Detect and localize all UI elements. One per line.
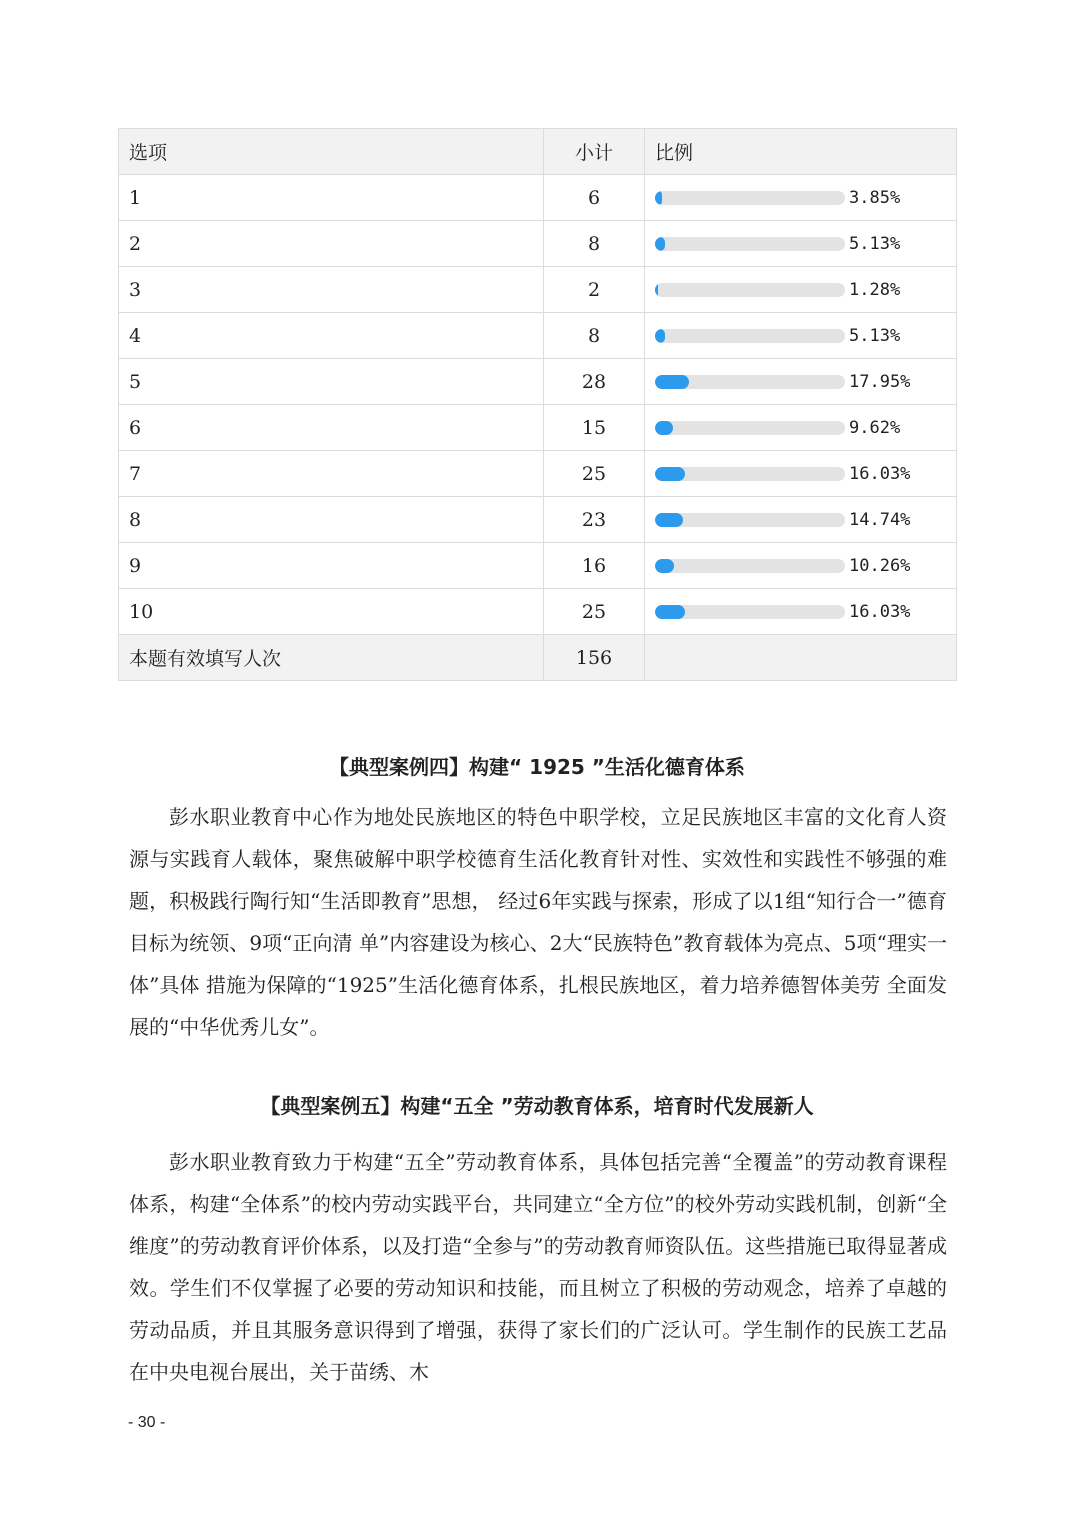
row-ratio <box>645 359 957 405</box>
row-count: 28 <box>544 359 645 405</box>
total-value: 156 <box>544 635 645 681</box>
table-row <box>119 267 957 313</box>
row-ratio <box>645 589 957 635</box>
table-row <box>119 175 957 221</box>
table-row <box>119 543 957 589</box>
ratio-label: 3.85% <box>849 187 901 208</box>
ratio-bar-track <box>655 375 845 389</box>
ratio-bar-fill <box>655 513 683 527</box>
row-count: 8 <box>544 221 645 267</box>
table-body <box>119 175 957 635</box>
ratio-bar-fill <box>655 605 685 619</box>
ratio-bar-fill <box>655 421 673 435</box>
row-option: 9 <box>119 543 544 589</box>
total-empty-cell <box>645 635 957 681</box>
row-option: 8 <box>119 497 544 543</box>
ratio-label: 17.95% <box>849 371 911 392</box>
row-count: 25 <box>544 451 645 497</box>
row-option: 2 <box>119 221 544 267</box>
ratio-bar-track <box>655 329 845 343</box>
row-ratio <box>645 405 957 451</box>
row-ratio <box>645 451 957 497</box>
row-option: 1 <box>119 175 544 221</box>
ratio-bar-fill <box>655 191 662 205</box>
ratio-label: 16.03% <box>849 601 911 622</box>
ratio-bar-wrap <box>655 326 946 346</box>
ratio-bar-wrap <box>655 602 946 622</box>
page-number: - 30 - <box>128 1414 166 1431</box>
ratio-bar-track <box>655 237 845 251</box>
ratio-bar-wrap <box>655 418 946 438</box>
table-header-row <box>119 129 957 175</box>
ratio-bar-wrap <box>655 510 946 530</box>
ratio-bar-fill <box>655 467 685 481</box>
row-ratio <box>645 497 957 543</box>
ratio-bar-track <box>655 191 845 205</box>
table-row <box>119 497 957 543</box>
row-option: 10 <box>119 589 544 635</box>
row-ratio <box>645 175 957 221</box>
ratio-bar-wrap <box>655 234 946 254</box>
row-ratio <box>645 543 957 589</box>
ratio-bar-track <box>655 283 845 297</box>
row-count: 16 <box>544 543 645 589</box>
ratio-bar-track <box>655 605 845 619</box>
table-row <box>119 313 957 359</box>
ratio-bar-fill <box>655 329 665 343</box>
header-option: 选项 <box>119 129 544 175</box>
total-label: 本题有效填写人次 <box>119 635 544 681</box>
total-row <box>119 635 957 681</box>
table-row <box>119 589 957 635</box>
table-row <box>119 221 957 267</box>
ratio-bar-track <box>655 513 845 527</box>
row-option: 3 <box>119 267 544 313</box>
ratio-bar-wrap <box>655 556 946 576</box>
ratio-bar-track <box>655 559 845 573</box>
row-ratio <box>645 221 957 267</box>
ratio-bar-fill <box>655 283 658 297</box>
ratio-bar-track <box>655 421 845 435</box>
row-option: 7 <box>119 451 544 497</box>
case4-title: 【典型案例四】构建“ 1925 ”生活化德育体系 <box>329 755 745 779</box>
ratio-bar-fill <box>655 375 689 389</box>
case5-body: 彭水职业教育致力于构建“五全”劳动教育体系，具体包括完善“全覆盖”的劳动教育课程体系，构建“全体系”的校内劳动实践平台，共同建立“全方位”的校外劳动实践机制，创新“全维度”的劳动教育评价体系，以及打造“全参与”的劳动教育师资队伍。这些措施已取得显著成效。学生们不仅掌握了必要的劳动知识和技能，而且树立了积极的劳动观念，培养了卓越的劳动品质，并且其服务意识得到了增强，获得了家长们的广泛认可。学生制作的民族工艺品在中央电视台展出，关于苗绣、木 <box>129 1150 947 1384</box>
row-ratio <box>645 267 957 313</box>
row-count: 6 <box>544 175 645 221</box>
row-option: 4 <box>119 313 544 359</box>
ratio-bar-wrap <box>655 372 946 392</box>
ratio-bar-wrap <box>655 464 946 484</box>
ratio-label: 9.62% <box>849 417 901 438</box>
row-option: 6 <box>119 405 544 451</box>
row-count: 25 <box>544 589 645 635</box>
ratio-bar-track <box>655 467 845 481</box>
header-ratio: 比例 <box>645 129 957 175</box>
case4-body: 彭水职业教育中心作为地处民族地区的特色中职学校，立足民族地区丰富的文化育人资源与实践育人载体，聚焦破解中职学校德育生活化教育针对性、实效性和实践性不够强的难题，积极践行陶行知“生活即教育”思想， 经过6年实践与探索，形成了以1组“知行合一”德育目标为统领、9项“正向清 单”内容建设为核心、2大“民族特色”教育载体为亮点、5项“理实一体”具体 措施为保障的“1925”生活化德育体系，扎根民族地区，着力培养德智体美劳 全面发展的“中华优秀儿女”。 <box>129 805 947 1039</box>
ratio-label: 5.13% <box>849 325 901 346</box>
ratio-label: 1.28% <box>849 279 901 300</box>
row-count: 15 <box>544 405 645 451</box>
ratio-label: 5.13% <box>849 233 901 254</box>
row-ratio <box>645 313 957 359</box>
ratio-bar-fill <box>655 237 665 251</box>
table-row <box>119 359 957 405</box>
row-option: 5 <box>119 359 544 405</box>
header-count: 小计 <box>544 129 645 175</box>
ratio-label: 16.03% <box>849 463 911 484</box>
ratio-bar-wrap <box>655 188 946 208</box>
ratio-bar-wrap <box>655 280 946 300</box>
survey-results-table <box>118 128 957 681</box>
case5-title: 【典型案例五】构建“五全 ”劳动教育体系，培育时代发展新人 <box>260 1094 814 1118</box>
ratio-label: 10.26% <box>849 555 911 576</box>
row-count: 2 <box>544 267 645 313</box>
row-count: 8 <box>544 313 645 359</box>
ratio-label: 14.74% <box>849 509 911 530</box>
table-row <box>119 405 957 451</box>
row-count: 23 <box>544 497 645 543</box>
ratio-bar-fill <box>655 559 674 573</box>
table-row <box>119 451 957 497</box>
